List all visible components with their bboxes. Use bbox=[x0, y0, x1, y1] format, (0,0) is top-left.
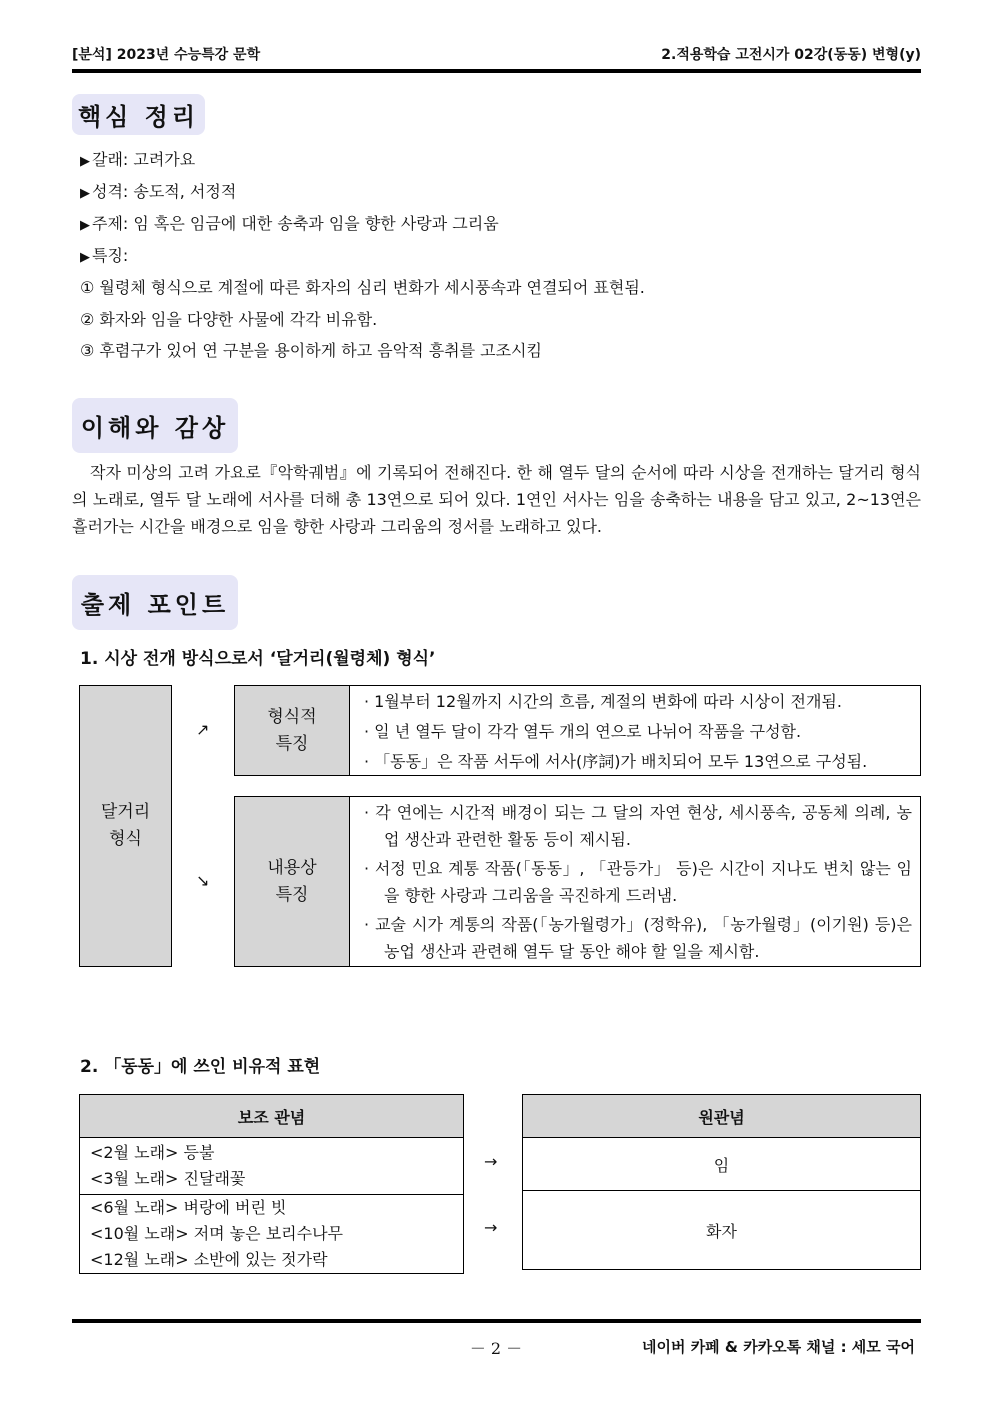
formal-features-label: 형식적 특징 bbox=[267, 706, 317, 754]
formal-feature-item: · 일 년 열두 달이 각각 열두 개의 연으로 나뉘어 작품을 구성함. bbox=[364, 722, 802, 741]
formal-features-label-box bbox=[234, 685, 350, 776]
section-title-core-summary: 핵심 정리 bbox=[72, 94, 205, 135]
point1-heading: 1. 시상 전개 방식으로서 ‘달거리(월령체) 형식’ bbox=[80, 649, 436, 669]
orig-header: 원관념 bbox=[523, 1095, 921, 1138]
page-header bbox=[72, 44, 921, 68]
appreciation-paragraph: 작자 미상의 고려 가요로『악학궤범』에 기록되어 전해진다. 한 해 열두 달의 순서에 따라 시상을 전개하는 달거리 형식의 노래로, 열두 달 노래에 서사를 더해 총 13연으로 되어 있다. 1연인 서사는 임을 송축하는 내용을 담고 있고, 2~13연은 흘러가는 시간을 배경으로 임을 향한 사랑과 그리움의 정서를 노래하고 있다. bbox=[72, 463, 921, 536]
aux-line: <2월 노래> 등불 bbox=[90, 1143, 215, 1162]
section-title-appreciation: 이해와 감상 bbox=[72, 398, 238, 453]
feature-item-1: ① 월령체 형식으로 계절에 따른 화자의 심리 변화가 세시풍속과 연결되어 표현됨. bbox=[80, 278, 645, 297]
formal-feature-item: · 「동동」은 작품 서두에 서사(序詞)가 배치되어 모두 13연으로 구성됨. bbox=[364, 752, 868, 771]
content-features-content-box bbox=[349, 796, 921, 967]
aux-line: <10월 노래> 저며 놓은 보리수나무 bbox=[90, 1224, 343, 1243]
summary-line-character: ▶ 성격: 송도적, 서정적 bbox=[80, 182, 237, 201]
summary-line-genre: ▶ 갈래: 고려가요 bbox=[80, 150, 196, 169]
content-feature-item: · 서정 민요 계통 작품(「동동」, 「관등가」 등)은 시간이 지나도 변치 않는 임을 향한 사랑과 그리움을 곡진하게 드러냄. bbox=[364, 859, 912, 905]
footer-channel: 네이버 카페 & 카카오톡 채널 : 세모 국어 bbox=[642, 1338, 915, 1356]
auxiliary-concept-table bbox=[79, 1094, 464, 1274]
triangle-bullet-icon: ▶ bbox=[80, 154, 90, 169]
aux-cell bbox=[80, 1138, 464, 1195]
feature-item-3: ③ 후렴구가 있어 연 구분을 용이하게 하고 음악적 흥취를 고조시킴 bbox=[80, 341, 542, 360]
summary-line-features: ▶ 특징: bbox=[80, 246, 129, 265]
content-feature-item: · 각 연에는 시간적 배경이 되는 그 달의 자연 현상, 세시풍속, 공동체 의례, 농업 생산과 관련한 활동 등이 제시됨. bbox=[364, 803, 912, 849]
arrow-up-right-icon: ↗ bbox=[196, 720, 210, 739]
arrow-right-icon: → bbox=[484, 1218, 498, 1237]
content-features-label-box bbox=[234, 796, 350, 967]
triangle-bullet-icon: ▶ bbox=[80, 186, 90, 201]
aux-line: <12월 노래> 소반에 있는 젓가락 bbox=[90, 1250, 328, 1269]
page-number: － 2 － bbox=[469, 1339, 523, 1358]
triangle-bullet-icon: ▶ bbox=[80, 250, 90, 265]
main-concept-box bbox=[79, 685, 172, 967]
arrow-right-icon: → bbox=[484, 1152, 498, 1171]
summary-line-theme: ▶ 주제: 임 혹은 임금에 대한 송축과 임을 향한 사랑과 그리움 bbox=[80, 214, 499, 233]
aux-cell bbox=[80, 1195, 464, 1274]
formal-feature-item: · 1월부터 12월까지 시간의 흐름, 계절의 변화에 따라 시상이 전개됨. bbox=[364, 692, 842, 711]
aux-header: 보조 관념 bbox=[80, 1095, 464, 1138]
formal-features-content-box bbox=[349, 685, 921, 776]
feature-item-2: ② 화자와 임을 다양한 사물에 각각 비유함. bbox=[80, 310, 378, 329]
aux-line: <6월 노래> 벼랑에 버린 빗 bbox=[90, 1198, 287, 1217]
arrow-down-right-icon: ↘ bbox=[196, 871, 210, 890]
triangle-bullet-icon: ▶ bbox=[80, 218, 90, 233]
original-concept-table bbox=[522, 1094, 921, 1270]
header-right: 2.적용학습 고전시가 02강(동동) 변형(y) bbox=[661, 47, 921, 63]
section-title-exam-points: 출제 포인트 bbox=[72, 575, 238, 630]
point2-heading: 2. 「동동」에 쓰인 비유적 표현 bbox=[80, 1057, 321, 1077]
orig-cell: 임 bbox=[523, 1138, 921, 1191]
header-rule bbox=[72, 69, 921, 73]
aux-line: <3월 노래> 진달래꽃 bbox=[90, 1169, 246, 1188]
footer-rule bbox=[72, 1319, 921, 1323]
content-feature-item: · 교술 시가 계통의 작품(「농가월령가」(정학유), 「농가월령」(이기원) 등)은 농업 생산과 관련해 열두 달 동안 해야 할 일을 제시함. bbox=[364, 915, 912, 961]
orig-cell: 화자 bbox=[523, 1191, 921, 1270]
main-concept-label: 달거리 형식 bbox=[100, 802, 151, 849]
content-features-label: 내용상 특징 bbox=[267, 857, 317, 905]
header-left: [분석] 2023년 수능특강 문학 bbox=[72, 47, 261, 63]
